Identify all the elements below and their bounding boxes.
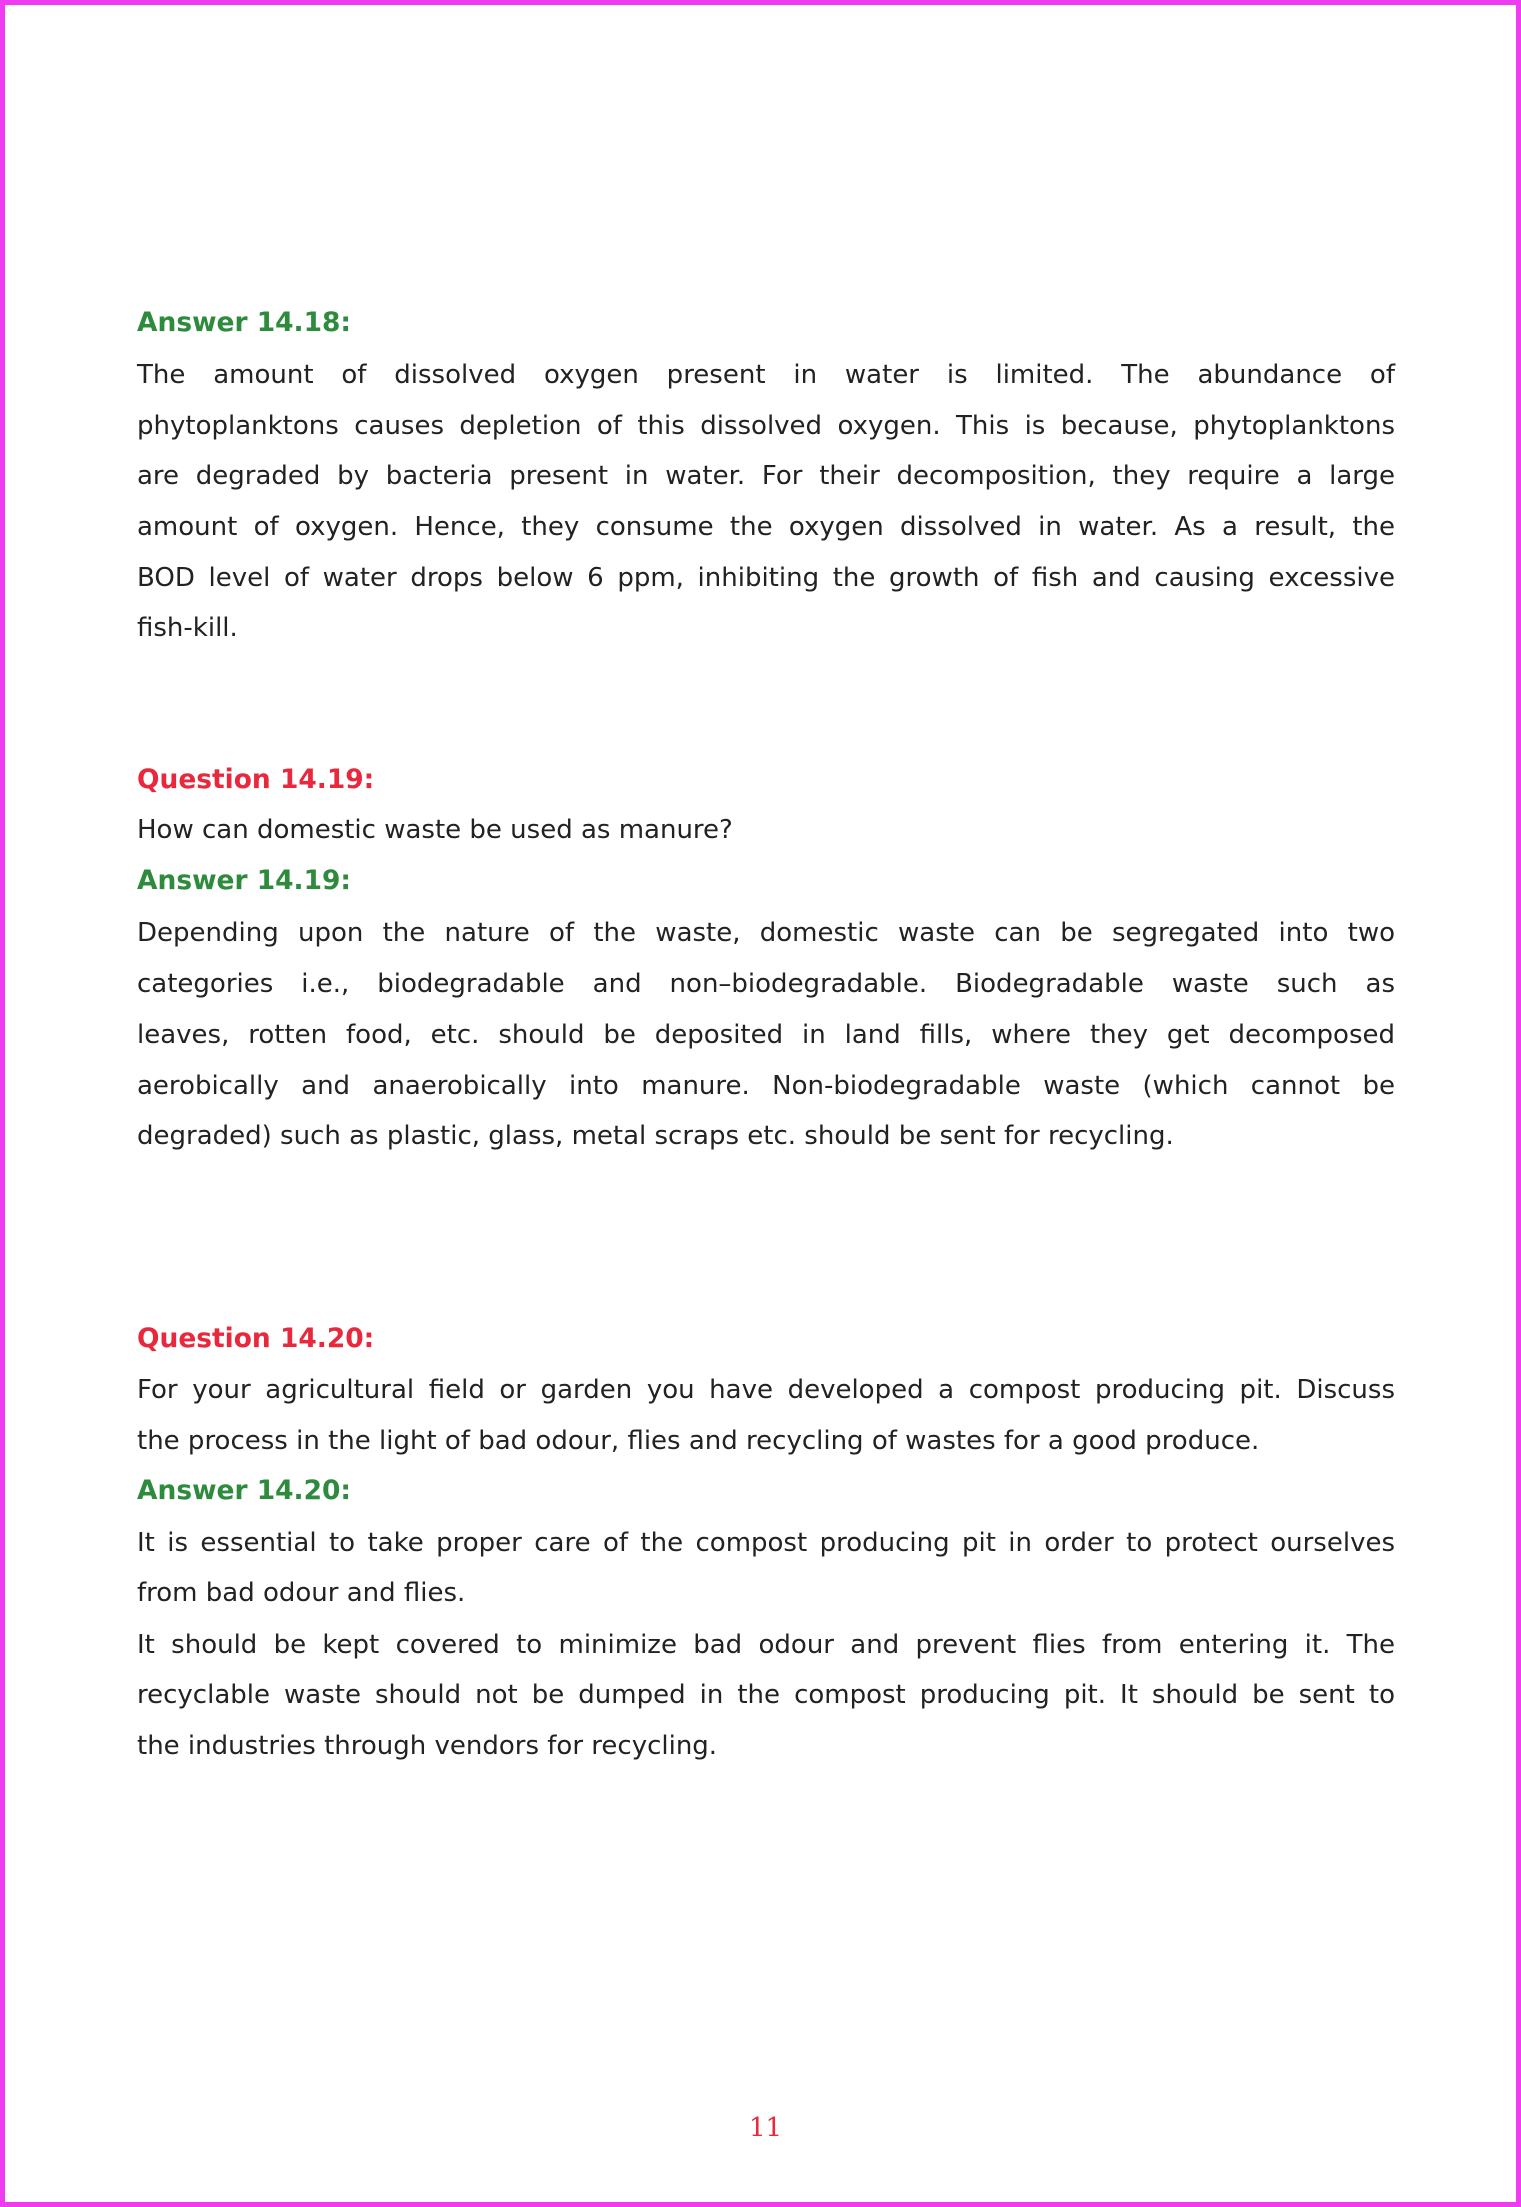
question-line: For your agricultural field or garden you have developed a compost producing pit. Discuss [137, 1375, 1395, 1405]
answer-line: recyclable waste should not be dumped in the compost producing pit. It should be sent to [137, 1680, 1395, 1710]
page-number: 11 [748, 2113, 783, 2143]
answer-line: the industries through vendors for recycling. [137, 1731, 718, 1761]
answer-line: from bad odour and flies. [137, 1578, 466, 1608]
answer-line: degraded) such as plastic, glass, metal scraps etc. should be sent for recycling. [137, 1121, 1174, 1151]
answer-line: amount of oxygen. Hence, they consume the oxygen dissolved in water. As a result, the [137, 512, 1395, 542]
question-line: How can domestic waste be used as manure? [137, 815, 733, 845]
answer-line: It should be kept covered to minimize bad odour and prevent flies from entering it. The [137, 1630, 1395, 1660]
question-line: the process in the light of bad odour, flies and recycling of wastes for a good produce. [137, 1426, 1260, 1456]
answer-line: fish-kill. [137, 613, 238, 643]
answer-heading-14-20: Answer 14.20: [137, 1475, 352, 1506]
answer-line: phytoplanktons causes depletion of this dissolved oxygen. This is because, phytoplanktons [137, 411, 1395, 441]
answer-heading-14-18: Answer 14.18: [137, 307, 352, 338]
question-heading-14-20: Question 14.20: [137, 1323, 375, 1354]
answer-line: It is essential to take proper care of the compost producing pit in order to protect ourselves [137, 1528, 1395, 1558]
answer-line: The amount of dissolved oxygen present in water is limited. The abundance of [137, 360, 1395, 390]
answer-line: leaves, rotten food, etc. should be deposited in land fills, where they get decomposed [137, 1020, 1395, 1050]
answer-line: BOD level of water drops below 6 ppm, inhibiting the growth of fish and causing excessive [137, 563, 1395, 593]
answer-line: aerobically and anaerobically into manure. Non-biodegradable waste (which cannot be [137, 1071, 1395, 1101]
answer-line: are degraded by bacteria present in water. For their decomposition, they require a large [137, 461, 1395, 491]
answer-line: Depending upon the nature of the waste, domestic waste can be segregated into two [137, 918, 1395, 948]
answer-heading-14-19: Answer 14.19: [137, 865, 352, 896]
question-heading-14-19: Question 14.19: [137, 764, 375, 795]
answer-line: categories i.e., biodegradable and non–biodegradable. Biodegradable waste such as [137, 969, 1395, 999]
